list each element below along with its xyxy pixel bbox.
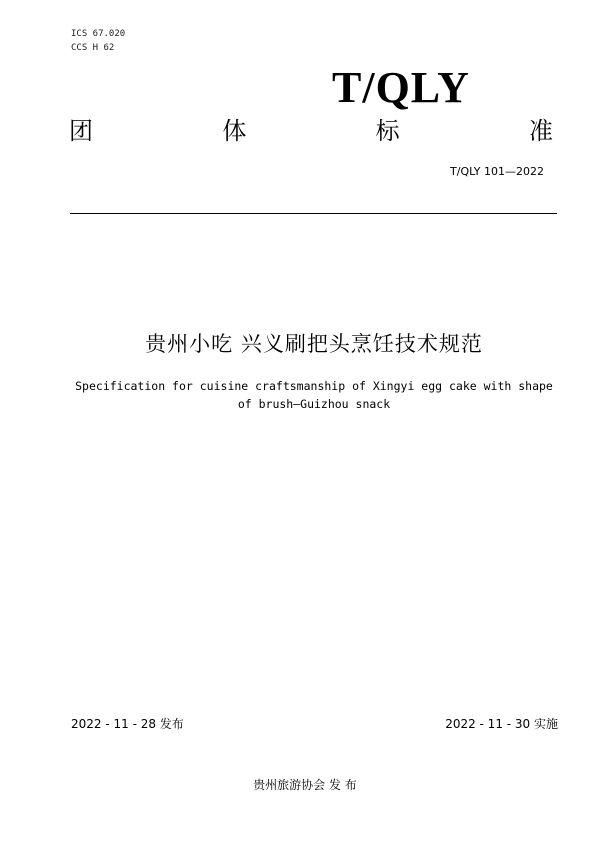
document-type bbox=[69, 117, 553, 145]
publisher: 贵州旅游协会 发 布 bbox=[253, 778, 357, 792]
document-number: T/QLY 101—2022 bbox=[450, 165, 544, 178]
title-english-line-2: of brush—Guizhou snack bbox=[237, 397, 391, 411]
doc-type-char: 体 bbox=[222, 117, 247, 145]
header-divider bbox=[70, 213, 557, 214]
ccs-code: CCS H 62 bbox=[71, 43, 115, 53]
title-english-line-1: Specification for cuisine craftsmanship of Xingyi egg cake with shape bbox=[75, 379, 553, 393]
standard-logo: T/QLY bbox=[332, 63, 470, 112]
doc-type-char: 准 bbox=[528, 117, 553, 145]
implementation-date: 2022 - 11 - 30 实施 bbox=[445, 717, 558, 731]
title-chinese: 贵州小吃 兴义刷把头烹饪技术规范 bbox=[145, 332, 483, 356]
doc-type-char: 团 bbox=[69, 117, 93, 145]
ics-code: ICS 67.020 bbox=[71, 29, 126, 39]
doc-type-char: 标 bbox=[375, 117, 400, 145]
publish-date: 2022 - 11 - 28 发布 bbox=[71, 717, 184, 731]
